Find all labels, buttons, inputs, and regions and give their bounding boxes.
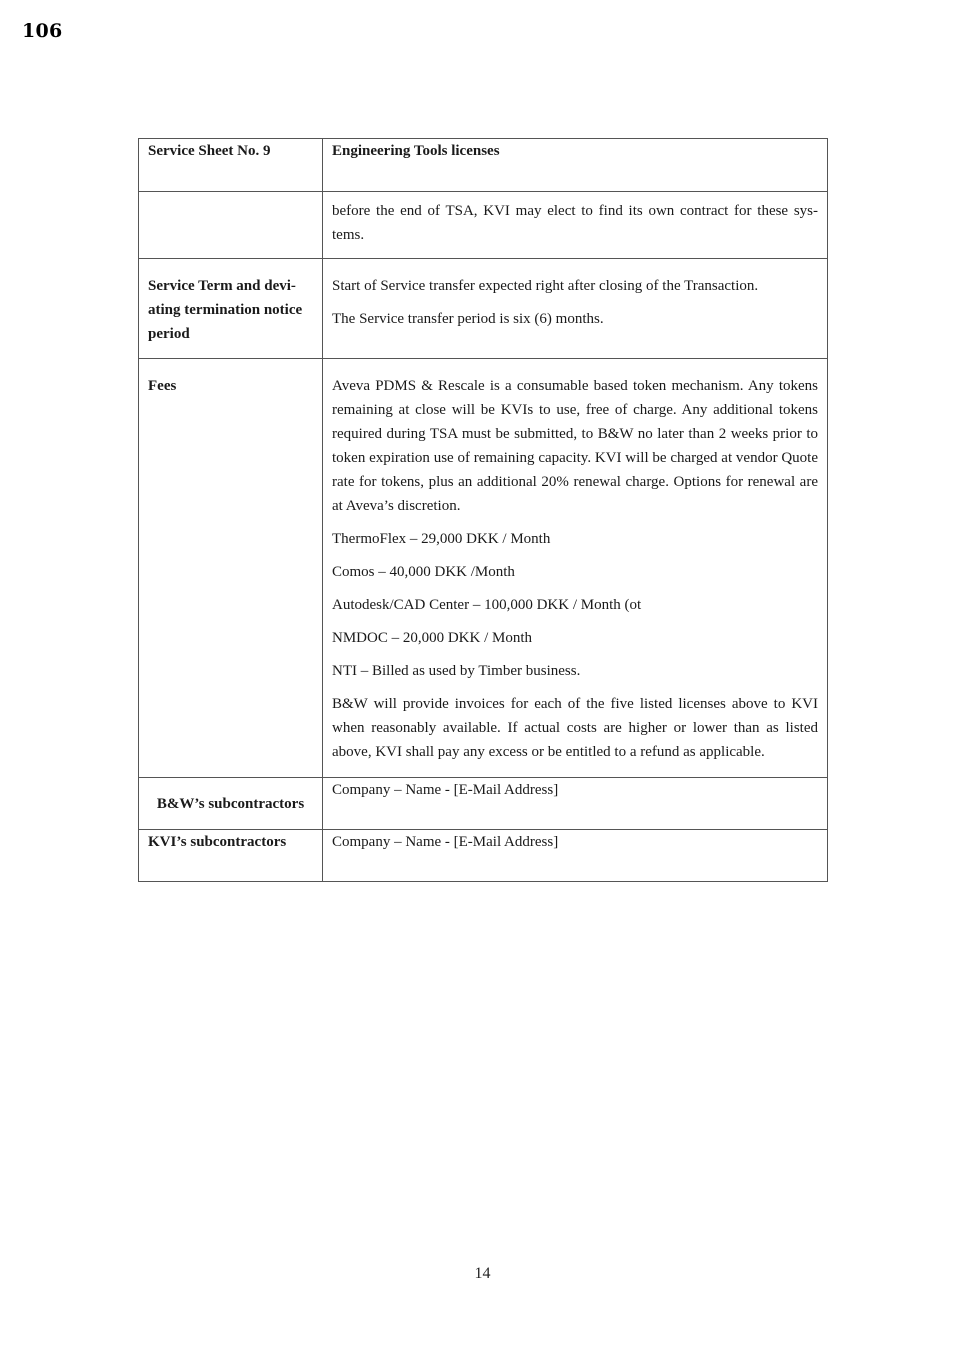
table-row-service-term (139, 259, 828, 359)
corner-page-number: 106 (22, 20, 63, 42)
table-row-bw-subcontractors (139, 778, 828, 830)
service-term-paragraph-1: Start of Service transfer expected right after closing of the Transaction. (332, 278, 759, 294)
continuation-cell (323, 192, 828, 259)
table-row-kvi-subcontractors (139, 830, 828, 882)
header-label: Service Sheet No. 9 (139, 139, 323, 192)
bw-subcontractors-label: B&W’s subcontractors (139, 778, 323, 830)
fees-item-comos: Comos – 40,000 DKK /Month (332, 564, 515, 580)
fees-label: Fees (139, 359, 323, 778)
page-number: 14 (474, 1265, 491, 1282)
fees-item-nmdoc: NMDOC – 20,000 DKK / Month (332, 630, 533, 646)
fees-intro: Aveva PDMS & Rescale is a consumable based token mechanism. Any tokens remaining at close will be KVIs to use, free of charge. Any additional tokens required during TSA must be submitted, to B&W no later than 2 weeks prior to token expiration use of remaining capacity. KVI will be charged at vendor Quote rate for tokens, plus an additional 20% renewal charge. Options for renewal are at Aveva’s discretion. (332, 378, 818, 514)
table-row-header (139, 139, 828, 192)
fees-item-thermoflex: ThermoFlex – 29,000 DKK / Month (332, 531, 551, 547)
fees-item-nti: NTI – Billed as used by Timber business. (332, 663, 581, 679)
fees-item-autodesk: Autodesk/CAD Center – 100,000 DKK / Month (ot (332, 597, 642, 613)
bw-subcontractors-value: Company – Name - [E-Mail Address] (323, 778, 828, 830)
kvi-subcontractors-value: Company – Name - [E-Mail Address] (323, 830, 828, 882)
continuation-text: before the end of TSA, KVI may elect to find its own contract for these sys-tems. (332, 203, 818, 243)
kvi-subcontractors-label: KVI’s subcontractors (139, 830, 323, 882)
table-row-fees (139, 359, 828, 778)
header-value: Engineering Tools licenses (323, 139, 828, 192)
service-sheet-table (138, 138, 828, 882)
fees-cell (323, 359, 828, 778)
service-term-label: Service Term and devi-ating termination notice period (139, 259, 323, 359)
service-term-cell (323, 259, 828, 359)
fees-closing: B&W will provide invoices for each of the five listed licenses above to KVI when reasonably available. If actual costs are higher or lower than as listed above, KVI shall pay any excess or be entitled to a refund as applicable. (332, 696, 818, 760)
continuation-label (139, 192, 323, 259)
table-row-continuation (139, 192, 828, 259)
service-term-paragraph-2: The Service transfer period is six (6) months. (332, 311, 604, 327)
